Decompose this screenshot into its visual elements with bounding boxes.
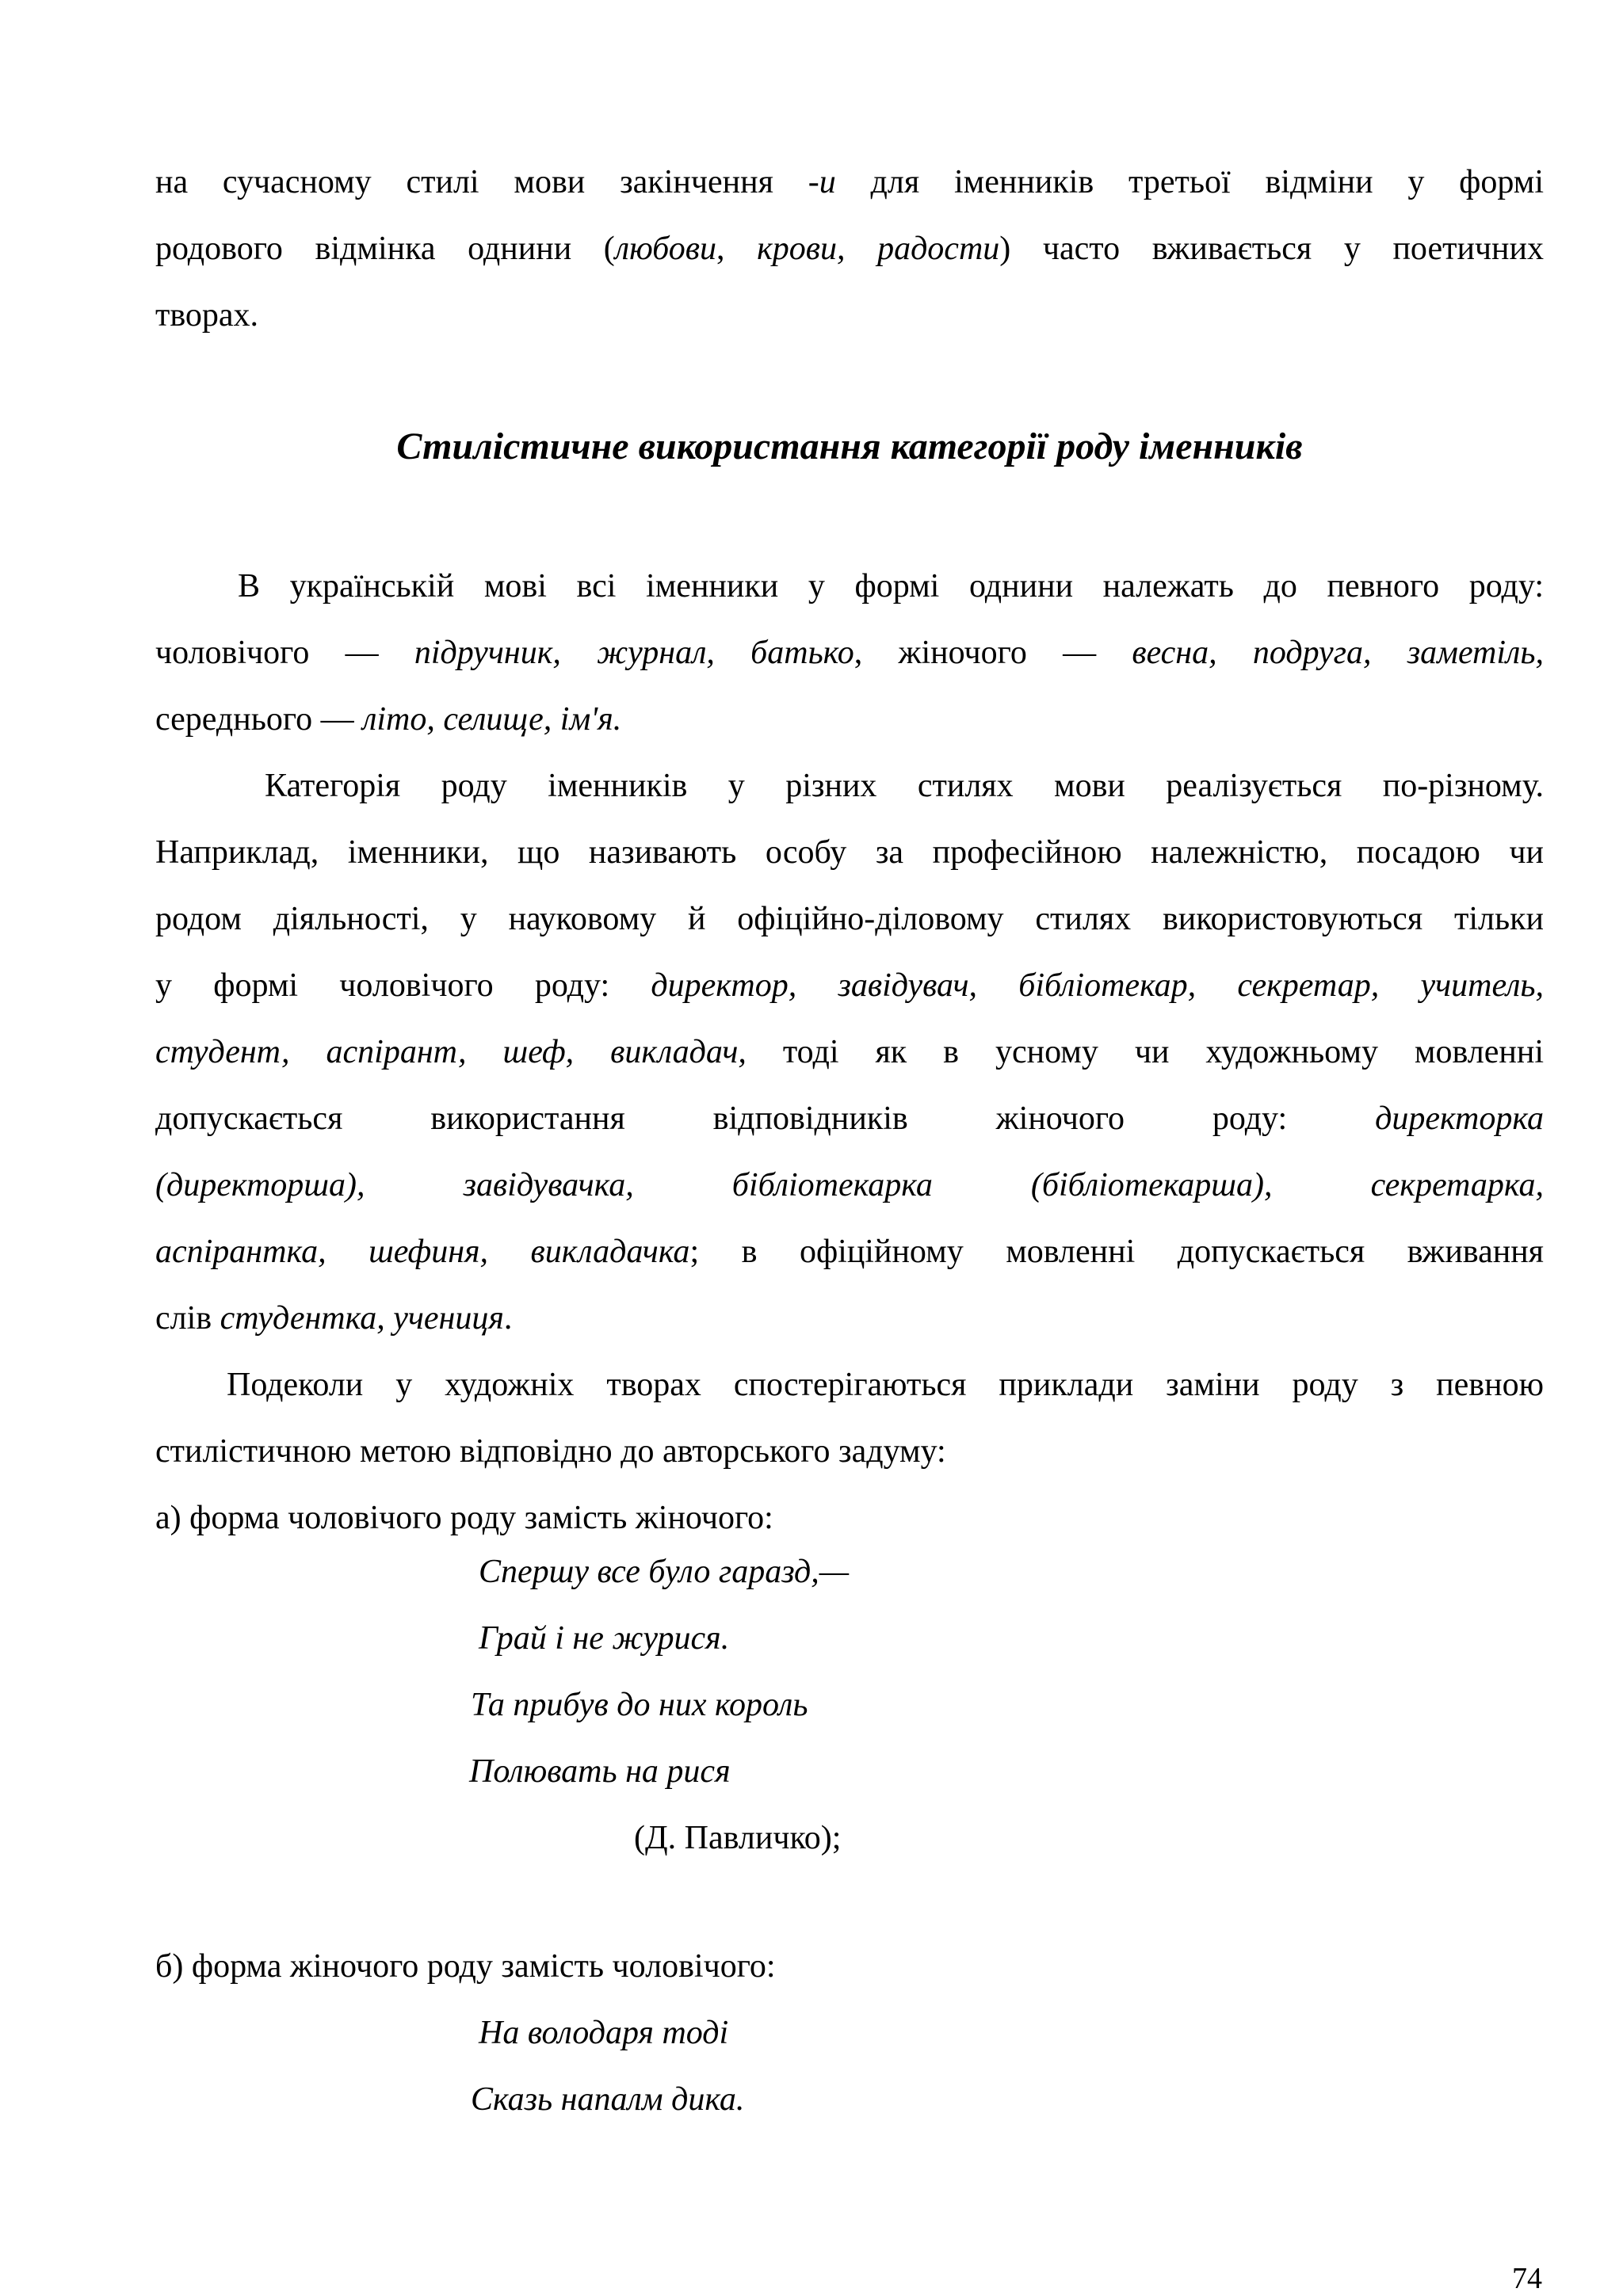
verse-line: На володаря тоді [479,2015,729,2051]
italic-span: аспірантка, шефиня, викладачка [155,1234,690,1270]
text-span: родового відмінка однини ( [155,231,615,267]
text-span: слів [155,1300,220,1337]
paragraph-line [155,1299,1544,1337]
paragraph-line: Наприклад, іменники, що називають особу за професійною належністю, посадою чи [155,834,1544,871]
italic-span: літо, селище, ім'я. [362,701,622,738]
paragraph-line [155,1033,1544,1071]
paragraph-line: творах. [155,297,259,334]
italic-span: студент, аспірант, шеф, викладач, [155,1034,747,1070]
text-span: середнього — [155,701,363,738]
text-span: . [503,1300,513,1337]
paragraph-line: Подеколи у художніх творах спостерігаються приклади заміни роду з певною [227,1367,1544,1403]
text-span: тоді як в усному чи художньому мовленні [746,1034,1544,1070]
text-span: , жіночого — [854,635,1132,671]
paragraph-line: Категорія роду іменників у різних стилях мови реалізується по-різному. [265,768,1544,804]
text-span: , [716,231,758,267]
paragraph-line: стилістичною метою відповідно до авторського задуму: [155,1433,946,1470]
italic-span: крови, радости [757,231,1000,267]
paragraph-line [155,1233,1544,1271]
paragraph-line [155,634,1544,672]
page-number: 74 [1512,2262,1542,2295]
verse-line: Полювать на рися [469,1753,731,1790]
italic-span: -и [808,164,836,200]
paragraph-line: (директорша), завідувачка, бібліотекарка (бібліотекарша), секретарка, [155,1167,1544,1203]
italic-span: студентка, учениця [220,1300,504,1337]
text-span: у формі чоловічого роду: [155,967,651,1004]
paragraph-line [155,230,1544,268]
text-span: на сучасному стилі мови закінчення [155,164,808,200]
section-heading: Стилістичне використання категорії роду іменників [396,425,1303,467]
text-span: ) часто вживається у поетичних [999,231,1544,267]
paragraph-line [155,967,1544,1005]
paragraph-line: а) форма чоловічого роду замість жіночого: [155,1500,773,1536]
italic-span: весна, подруга, заметіль, [1132,635,1544,671]
italic-span: підручник, журнал, батько [414,635,854,671]
paragraph-line [155,700,1544,738]
text-span: допускається використання відповідників жіночого роду: [155,1100,1376,1137]
verse-line: Та прибув до них король [471,1687,808,1723]
italic-span: директорка [1375,1100,1544,1137]
text-span: для іменників третьої відміни у формі [835,164,1544,200]
paragraph-line: В українській мові всі іменники у формі однини належать до певного роду: [238,568,1544,605]
paragraph-line: родом діяльності, у науковому й офіційно-діловому стилях використовуються тільки [155,901,1544,937]
paragraph-line [155,1100,1544,1138]
italic-span: любови [614,231,716,267]
italic-span: директор, завідувач, бібліотекар, секретар, учитель, [651,967,1544,1004]
paragraph-line: б) форма жіночого роду замість чоловічого: [155,1948,776,1985]
text-span: ; в офіційному мовленні допускається вживання [689,1234,1544,1270]
verse-line: Грай і не журися. [479,1620,730,1657]
paragraph-line [155,163,1544,201]
attribution: (Д. Павличко); [634,1820,842,1856]
text-span: чоловічого — [155,635,414,671]
verse-line: Спершу все було гаразд,— [479,1554,850,1590]
verse-line: Сказь напалм дика. [471,2081,745,2118]
